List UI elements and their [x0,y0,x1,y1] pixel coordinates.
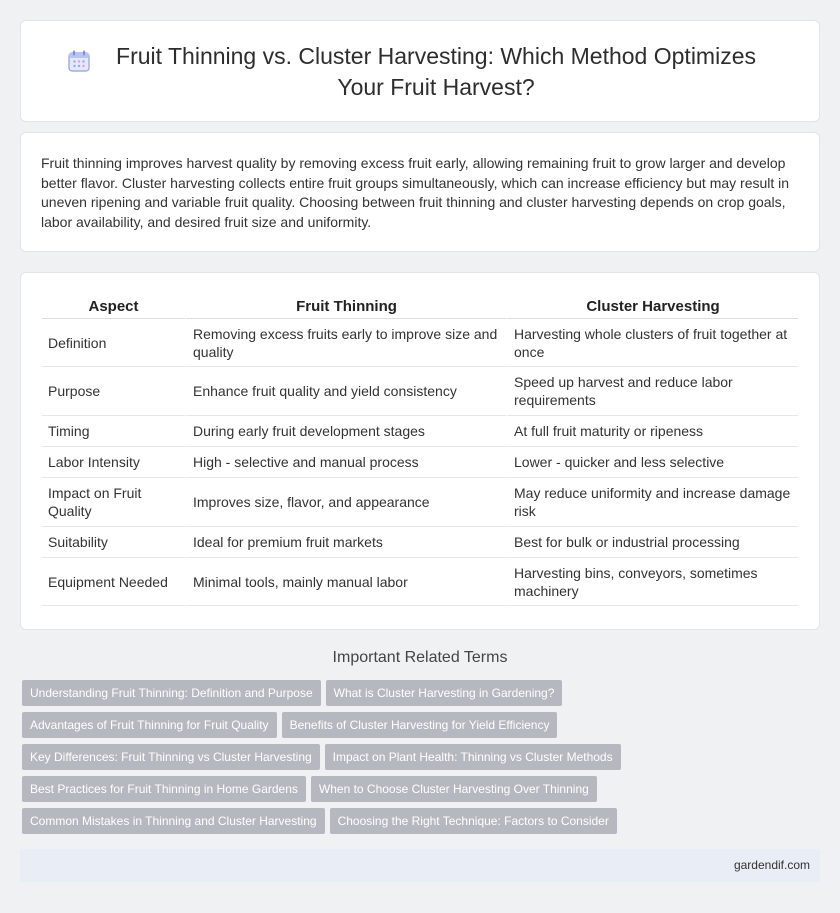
calendar-icon [67,49,91,73]
row-cluster-harvesting: At full fruit maturity or ripeness [506,416,798,447]
related-term-link[interactable]: Common Mistakes in Thinning and Cluster Harvesting [22,808,325,834]
page-title: Fruit Thinning vs. Cluster Harvesting: Which Method Optimizes Your Fruit Harvest? [116,43,756,100]
intro-paragraph: Fruit thinning improves harvest quality by removing excess fruit early, allowing remaining fruit to grow larger and develop better flavor. Cluster harvesting collects entire fruit groups simultaneously, which can increase efficiency but may result in uneven ripening and variable fruit quality. Choosing between fruit thinning and cluster harvesting depends on crop goals, labor availability, and desired fruit size and uniformity. [41,155,790,230]
row-aspect: Impact on Fruit Quality [42,478,185,527]
row-aspect: Equipment Needed [42,558,185,606]
row-fruit-thinning: Ideal for premium fruit markets [185,527,506,558]
table-row [42,447,798,478]
tag-row [22,680,822,712]
table-header-row [42,295,798,319]
row-fruit-thinning: Enhance fruit quality and yield consistency [185,367,506,416]
related-term-link[interactable]: Advantages of Fruit Thinning for Fruit Quality [22,712,277,738]
tag-row [22,712,822,744]
title-wrap [21,21,821,123]
related-term-link[interactable]: Understanding Fruit Thinning: Definition and Purpose [22,680,321,706]
row-fruit-thinning: Improves size, flavor, and appearance [185,478,506,527]
related-term-link[interactable]: Benefits of Cluster Harvesting for Yield Efficiency [282,712,558,738]
row-fruit-thinning: Minimal tools, mainly manual labor [185,558,506,606]
row-aspect: Definition [42,319,185,367]
table-row [42,319,798,367]
row-cluster-harvesting: Harvesting bins, conveyors, sometimes machinery [506,558,798,606]
related-terms-list [22,680,822,840]
row-cluster-harvesting: Harvesting whole clusters of fruit together at once [506,319,798,367]
table-row [42,416,798,447]
comparison-card [20,272,820,630]
related-term-link[interactable]: Key Differences: Fruit Thinning vs Cluster Harvesting [22,744,320,770]
row-aspect: Suitability [42,527,185,558]
row-fruit-thinning: High - selective and manual process [185,447,506,478]
related-term-link[interactable]: Choosing the Right Technique: Factors to Consider [330,808,617,834]
header-fruit-thinning: Fruit Thinning [185,295,506,319]
related-term-link[interactable]: What is Cluster Harvesting in Gardening? [326,680,563,706]
row-aspect: Labor Intensity [42,447,185,478]
tag-row [22,744,822,776]
header-aspect: Aspect [42,295,185,319]
row-cluster-harvesting: Lower - quicker and less selective [506,447,798,478]
related-terms-heading: Important Related Terms [332,649,508,666]
title-card [20,20,820,122]
row-cluster-harvesting: Speed up harvest and reduce labor requirements [506,367,798,416]
tag-row [22,776,822,808]
table-row [42,367,798,416]
related-term-link[interactable]: Impact on Plant Health: Thinning vs Cluster Methods [325,744,621,770]
row-aspect: Purpose [42,367,185,416]
related-term-link[interactable]: When to Choose Cluster Harvesting Over Thinning [311,776,597,802]
related-term-link[interactable]: Best Practices for Fruit Thinning in Home Gardens [22,776,306,802]
row-fruit-thinning: During early fruit development stages [185,416,506,447]
footer [20,849,820,882]
table-row [42,527,798,558]
row-cluster-harvesting: May reduce uniformity and increase damage risk [506,478,798,527]
row-fruit-thinning: Removing excess fruits early to improve size and quality [185,319,506,367]
comparison-table [42,295,798,606]
footer-site-link[interactable]: gardendif.com [733,858,810,872]
row-aspect: Timing [42,416,185,447]
header-cluster-harvesting: Cluster Harvesting [506,295,798,319]
tag-row [22,808,822,840]
table-row [42,478,798,527]
table-row [42,558,798,606]
intro-card [20,132,820,252]
row-cluster-harvesting: Best for bulk or industrial processing [506,527,798,558]
